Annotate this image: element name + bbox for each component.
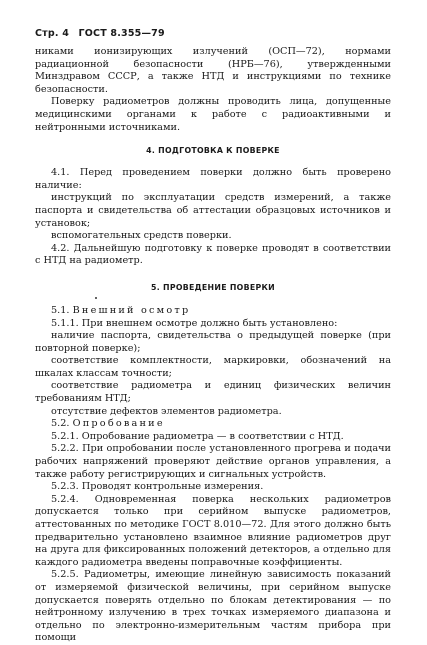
section-heading: 4. ПОДГОТОВКА К ПОВЕРКЕ [146,146,280,156]
subsection-number: 5.1. [51,304,70,316]
paragraph: 5.2.3. Проводят контрольные измерения. [51,481,264,493]
page-header [35,28,171,39]
subsection-number: 5.2. [51,418,70,430]
paragraph: соответствие комплектности, маркировки, обозначений на шкалах классам точности; [35,355,391,379]
paragraph: 4.2. Дальнейшую подготовку к поверке проводят в соответствии с НТД на радиометр. [35,242,391,267]
paragraph: 5.2.5. Радиометры, имеющие линейную зависимость показаний от измеряемой физической величины, при серийном выпуске допускается поверять отдельно по блокам детектирования — по нейтронному излучению в трех точках измеряемого диапазона и отдельно по электронно-измерительным частям прибора при помощи [35,569,391,644]
paragraph: 5.2.2. При опробовании после установленного прогрева и подачи рабочих напряжений проверяют действие органов управления, а также работу регистрирующих и сигнальных устройств. [35,443,391,480]
standard-code: ГОСТ 8.355—79 [78,28,165,39]
paragraph: вспомогательных средств поверки. [51,230,232,242]
subsection-heading [35,418,391,431]
subsection-title: Внешний осмотр [72,304,191,316]
paragraph: 4.1. Перед проведением поверки должно быть проверено наличие: [35,167,391,191]
section-heading: 5. ПРОВЕДЕНИЕ ПОВЕРКИ [151,282,275,292]
subsection-heading [35,305,391,318]
paragraph: 5.2.4. Одновременная поверка нескольких радиометров допускается только при серийном выпуске радиометров, аттестованных по методике ГОСТ 8.010—72. Для этого должно быть предварительно установлено взаимное влияние радиометров друг на друга для фиксированных положений детекторов, а отдельно для каждого радиометра введены поправочные коэффициенты. [35,493,391,568]
intro-paragraph: никами ионизирующих излучений (ОСП—72), нормами радиационной безопасности (НРБ—76), утвержденными Минздравом СССР, а также НТД и инструкциями по технике безопасности. [35,46,391,95]
paragraph: инструкций по эксплуатации средств измерений, а также паспорта и свидетельства об аттестации образцовых источников и установок; [35,192,391,229]
paragraph: отсутствие дефектов элементов радиометра. [51,405,282,417]
paragraph: 5.1.1. При внешнем осмотре должно быть установлено: [51,317,338,329]
subsection-title: Опробование [72,418,165,430]
paragraph: наличие паспорта, свидетельства о предыдущей поверке (при повторной поверке); [35,330,391,354]
page-body [35,46,391,645]
paragraph: соответствие радиометра и единиц физических величин требованиям НТД; [35,380,391,405]
page-number: Стр. 4 [35,28,70,39]
intro-paragraph: Поверку радиометров должны проводить лица, допущенные медицинскими органами к работе с радиоактивными и нейтронными источниками. [35,96,391,133]
paragraph: 5.2.1. Опробование радиометра — в соответствии с НТД. [51,430,344,442]
